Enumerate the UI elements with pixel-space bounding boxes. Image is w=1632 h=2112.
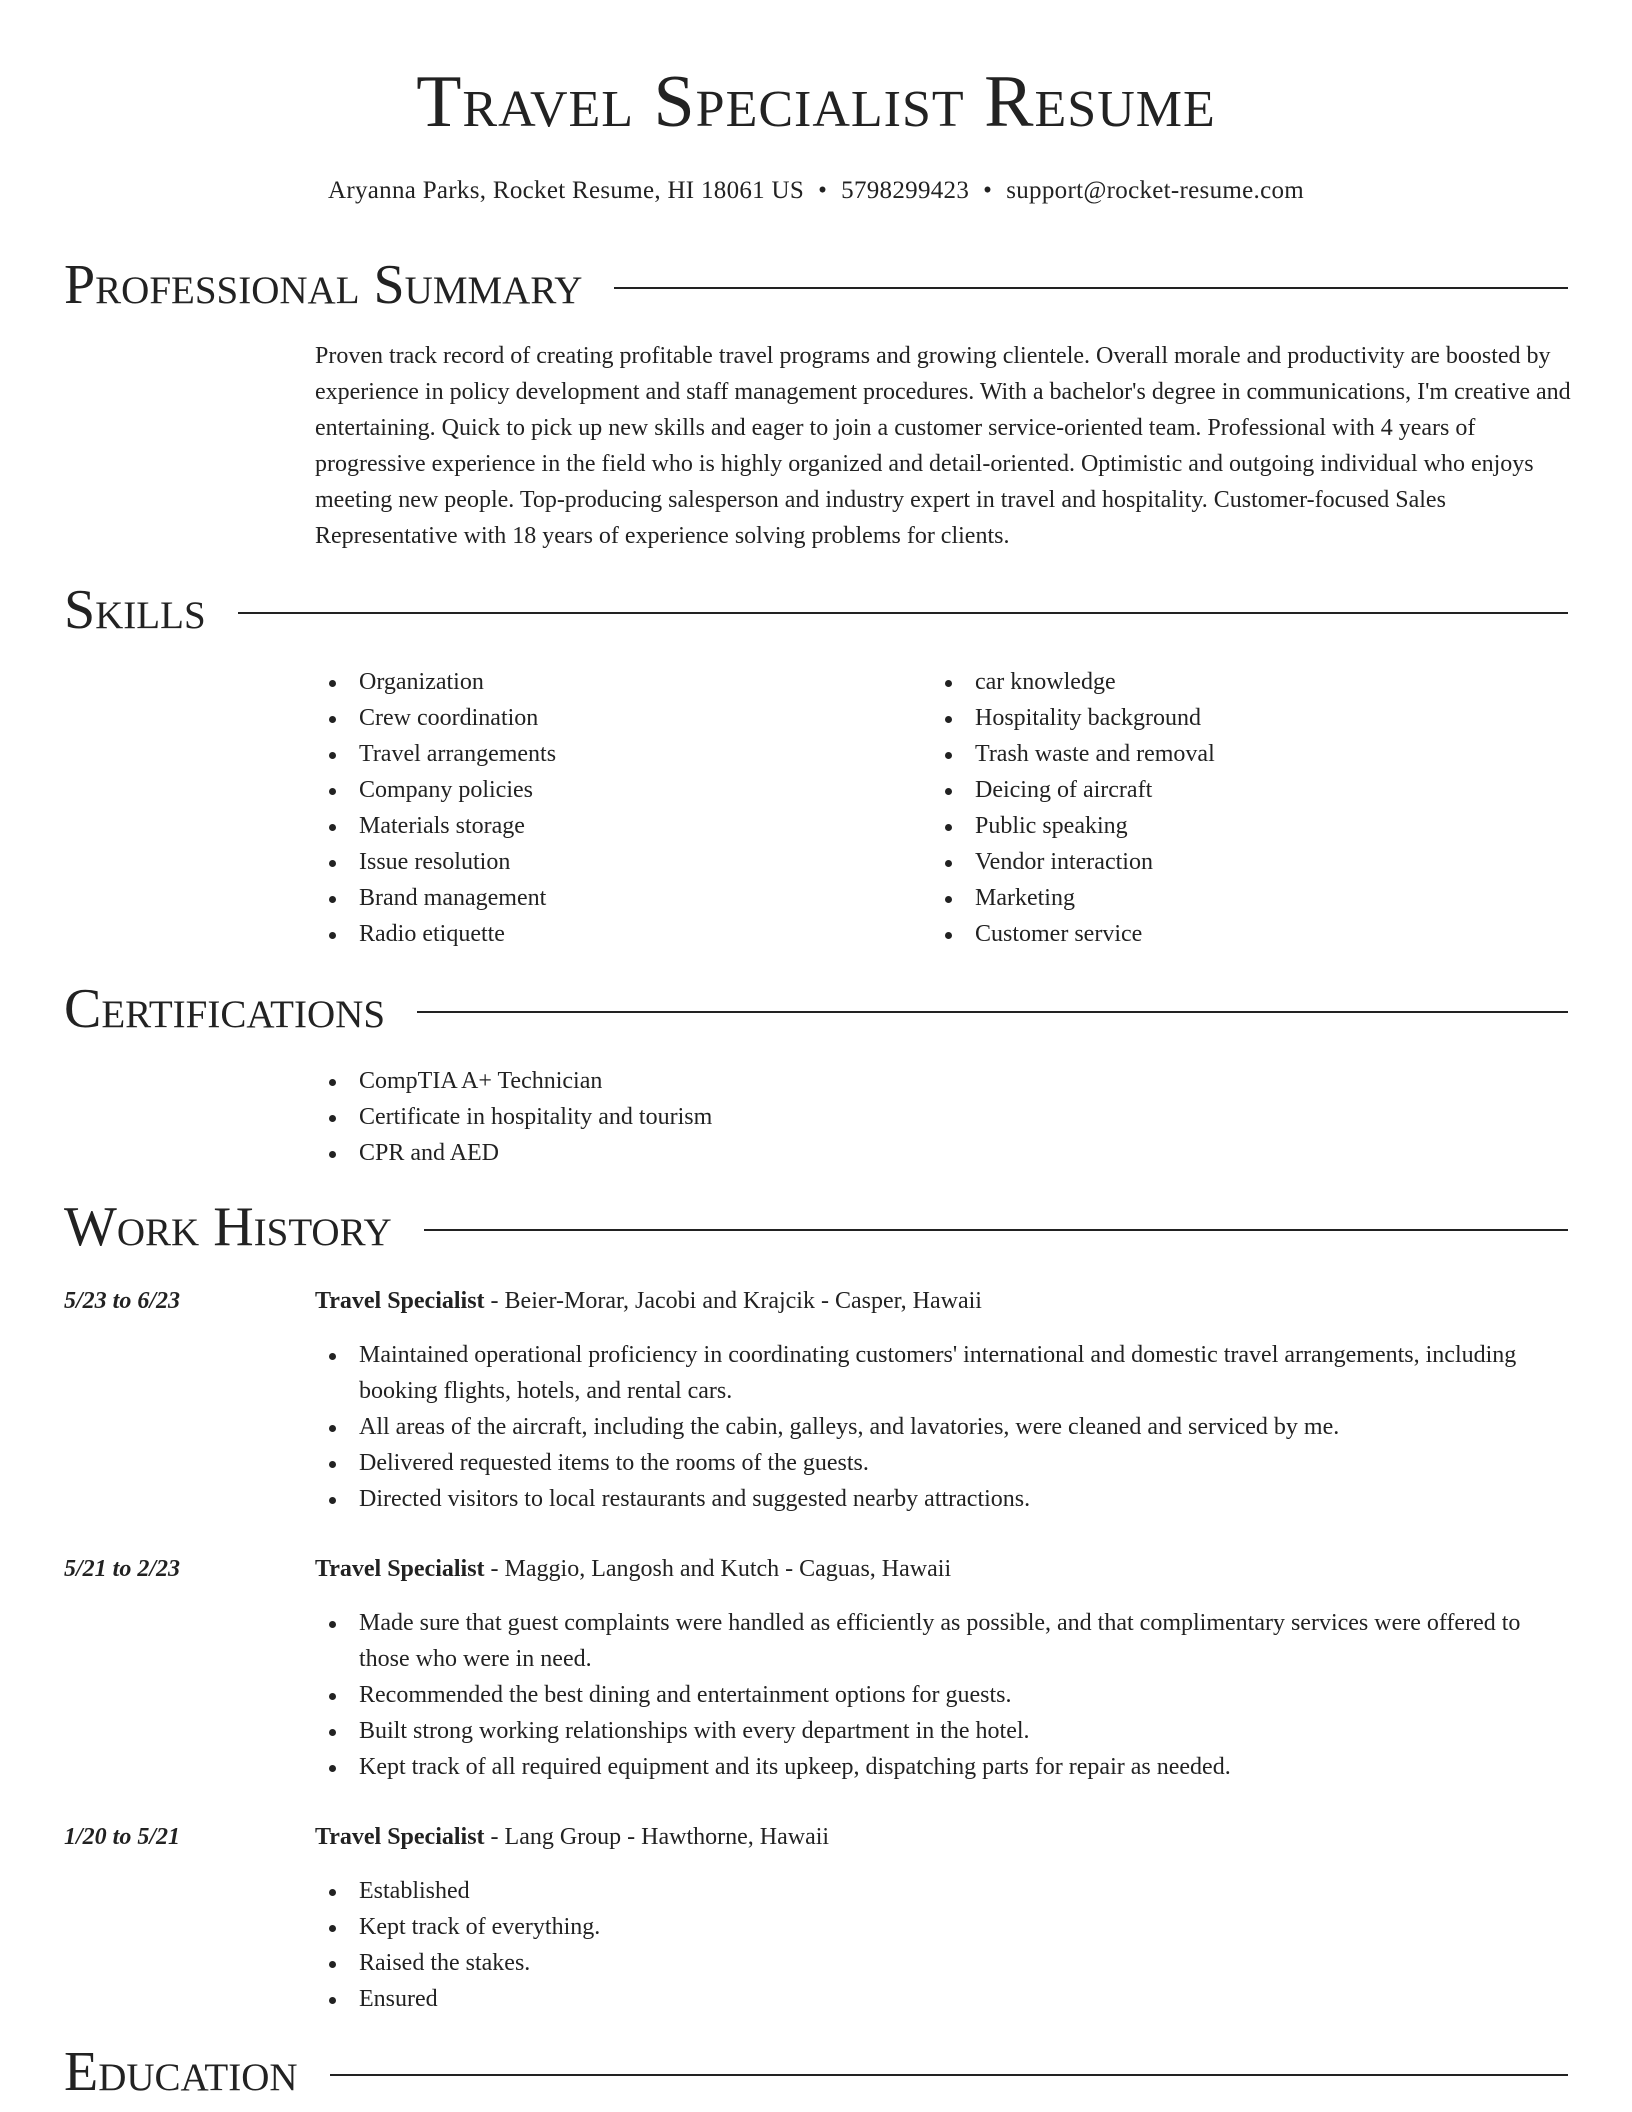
job-bullet: Kept track of everything. — [315, 1909, 1568, 1945]
skills-list-right — [931, 664, 1215, 952]
job-bullet: Delivered requested items to the rooms of the guests. — [315, 1445, 1568, 1481]
skill-item: Issue resolution — [315, 844, 556, 880]
resume-title: Travel Specialist Resume — [416, 61, 1216, 143]
job-bullets — [315, 1337, 1568, 1517]
job-bullet: Made sure that guest complaints were handled as efficiently as possible, and that complimentary services were offered to those who were in need. — [315, 1605, 1568, 1677]
summary-text: Proven track record of creating profitable travel programs and growing clientele. Overall morale and productivity are boosted by experience in policy development and staff management procedures. With a bachelor's degree in communications, I'm creative and entertaining. Quick to pick up new skills and eager to join a customer service-oriented team. Professional with 4 years of progressive experience in the field who is highly organized and detail-oriented. Optimistic and outgoing individual who enjoys meeting new people. Top-producing salesperson and industry expert in travel and hospitality. Customer-focused Sales Representative with 18 years of experience solving problems for clients. — [315, 343, 1571, 549]
skill-item: car knowledge — [931, 664, 1215, 700]
skill-item: Trash waste and removal — [931, 736, 1215, 772]
skill-item: Vendor interaction — [931, 844, 1215, 880]
skill-item: Deicing of aircraft — [931, 772, 1215, 808]
work-history-section-heading — [64, 1195, 1568, 1259]
job-title: Travel Specialist — [315, 1288, 485, 1314]
certification-item: CompTIA A+ Technician — [315, 1063, 712, 1099]
job-bullet: All areas of the aircraft, including the cabin, galleys, and lavatories, were cleaned and serviced by me. — [315, 1409, 1568, 1445]
skill-item: Travel arrangements — [315, 736, 556, 772]
skill-item: Crew coordination — [315, 700, 556, 736]
job-bullet: Directed visitors to local restaurants and suggested nearby attractions. — [315, 1481, 1568, 1517]
job-header — [315, 1819, 829, 1855]
skill-item: Public speaking — [931, 808, 1215, 844]
contact-email: support@rocket-resume.com — [1006, 177, 1305, 204]
certification-item: Certificate in hospitality and tourism — [315, 1099, 712, 1135]
education-section-heading — [64, 2040, 1568, 2104]
certifications-list — [315, 1063, 712, 1171]
skills-section-heading — [64, 578, 1568, 642]
job-bullet: Established — [315, 1873, 1568, 1909]
job-bullet: Kept track of all required equipment and its upkeep, dispatching parts for repair as needed. — [315, 1749, 1568, 1785]
job-dates: 5/23 to 6/23 — [64, 1288, 181, 1314]
skill-item: Marketing — [931, 880, 1215, 916]
certifications-heading: Certifications — [64, 978, 386, 1040]
skill-item: Company policies — [315, 772, 556, 808]
skill-item: Radio etiquette — [315, 916, 556, 952]
certifications-section-heading — [64, 977, 1568, 1041]
skill-item: Materials storage — [315, 808, 556, 844]
job-bullet: Built strong working relationships with every department in the hotel. — [315, 1713, 1568, 1749]
job-employer: - Beier-Morar, Jacobi and Krajcik - Casper, Hawaii — [484, 1288, 982, 1314]
job-dates: 5/21 to 2/23 — [64, 1556, 181, 1582]
contact-phone: 5798299423 — [841, 177, 970, 204]
summary-heading: Professional Summary — [64, 254, 583, 316]
contact-address: Aryanna Parks, Rocket Resume, HI 18061 US — [327, 177, 805, 204]
job-employer: - Lang Group - Hawthorne, Hawaii — [484, 1824, 830, 1850]
section-divider — [238, 612, 1568, 614]
section-divider — [330, 2074, 1568, 2076]
job-bullet: Raised the stakes. — [315, 1945, 1568, 1981]
job-dates: 1/20 to 5/21 — [64, 1824, 181, 1850]
education-heading: Education — [64, 2041, 298, 2103]
job-title: Travel Specialist — [315, 1556, 485, 1582]
work-history-heading: Work History — [64, 1196, 392, 1258]
job-header — [315, 1551, 951, 1587]
contact-separator: • — [818, 177, 828, 204]
job-header — [315, 1283, 982, 1319]
contact-separator: • — [983, 177, 993, 204]
job-bullet: Ensured — [315, 1981, 1568, 2017]
contact-line — [0, 174, 1632, 208]
job-bullet: Recommended the best dining and entertainment options for guests. — [315, 1677, 1568, 1713]
skills-list-left — [315, 664, 556, 952]
skill-item: Organization — [315, 664, 556, 700]
section-divider — [417, 1011, 1568, 1013]
job-title: Travel Specialist — [315, 1824, 485, 1850]
job-bullet: Maintained operational proficiency in coordinating customers' international and domestic travel arrangements, including booking flights, hotels, and rental cars. — [315, 1337, 1568, 1409]
certification-item: CPR and AED — [315, 1135, 712, 1171]
skills-heading: Skills — [64, 579, 206, 641]
section-divider — [424, 1229, 1568, 1231]
section-divider — [614, 287, 1568, 289]
job-employer: - Maggio, Langosh and Kutch - Caguas, Hawaii — [484, 1556, 952, 1582]
job-bullets — [315, 1605, 1568, 1785]
skill-item: Hospitality background — [931, 700, 1215, 736]
job-bullets — [315, 1873, 1568, 2017]
summary-section-heading — [64, 253, 1568, 317]
skill-item: Brand management — [315, 880, 556, 916]
skill-item: Customer service — [931, 916, 1215, 952]
